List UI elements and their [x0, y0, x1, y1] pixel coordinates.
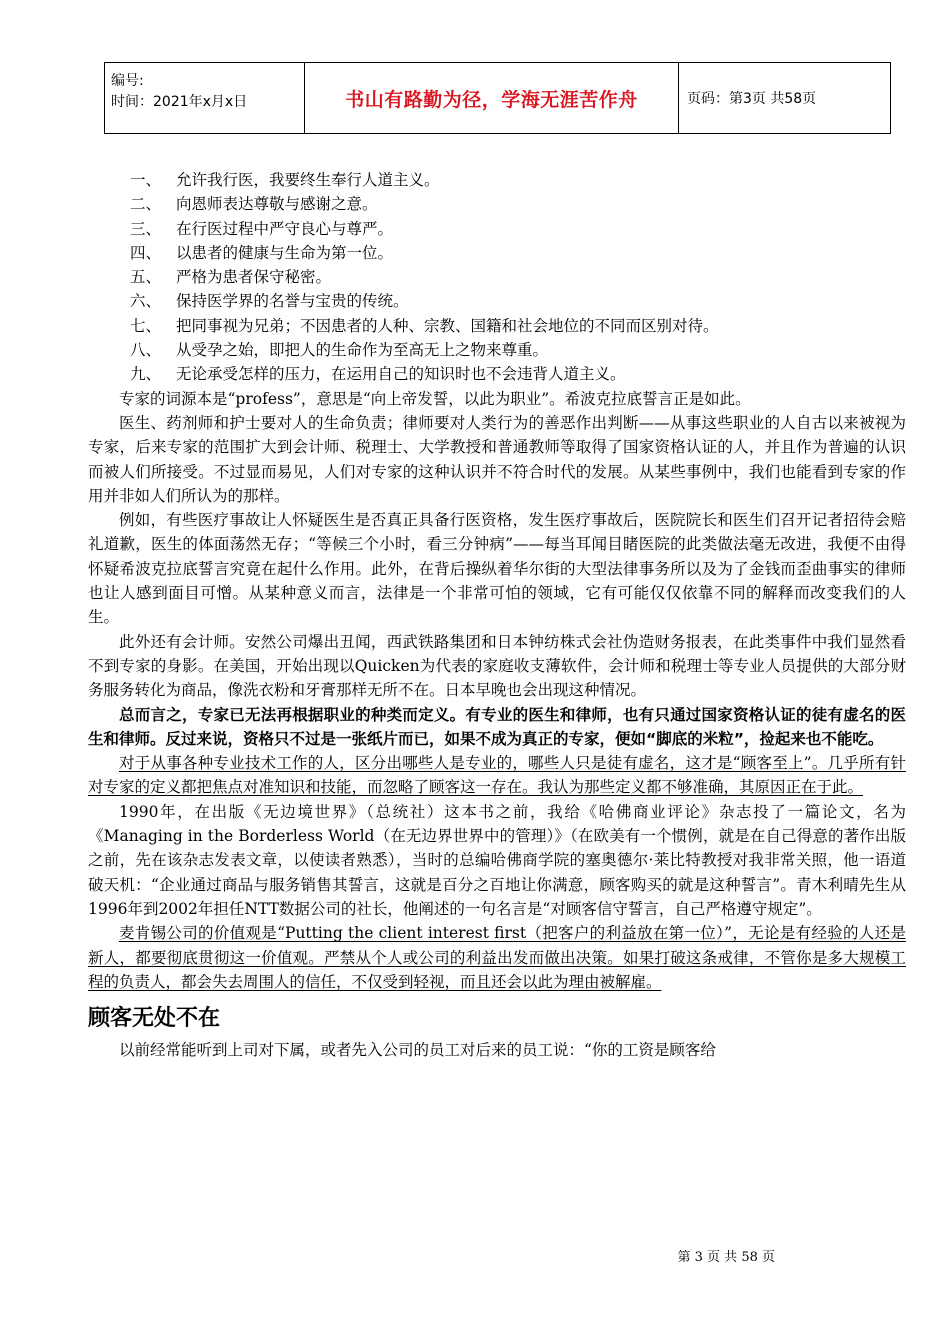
paragraph-hbr-article: 1990年，在出版《无边境世界》（总统社）这本书之前，我给《哈佛商业评论》杂志投了一篇论文，名为《Managing in the Borderless World（在无边界世界中的管理）》（在欧美有一个惯例，就是在自己得意的著作出版之前，先在该杂志发表文章，以使读者熟悉），当时的总编哈佛商学院的塞奥德尔·莱比特教授对我非常关照，他一语道破天机：“企业通过商品与服务销售其誓言，这就是百分之百地让你满意，顾客购买的就是这种誓言”。青木利晴先生从1996年到2002年担任NTT数据公司的社长，他阐述的一句名言是“对顾客信守誓言，自己严格遵守规定”。 — [88, 802, 906, 918]
section-heading: 顾客无处不在 — [88, 1006, 221, 1032]
oath-item-number: 一、 — [130, 171, 162, 189]
underlined-text: 麦肯锡公司的价值观是“Putting the client interest first（把客户的利益放在第一位）”，无论是有经验的人还是新人，都要彻底贯彻这一价值观。严禁从个人或公司的利益出发而做出决策。如果打破这条戒律，不管你是多大规模工程的负责人，都会失去周围人的信任，不仅受到轻视，而且还会以此为理由被解雇。 — [88, 924, 906, 991]
oath-item — [88, 314, 906, 338]
oath-item-number: 六、 — [130, 292, 162, 311]
paragraph-accountants: 此外还有会计师。安然公司爆出丑闻，西武铁路集团和日本钟纺株式会社伪造财务报表，在此类事件中我们显然看不到专家的身影。在美国，开始出现以Quicken为代表的家庭收支薄软件，会计师和税理士等专业人员提供的大部分财务服务转化为商品，像洗衣粉和牙膏那样无所不在。日本早晚也会出现这种情况。 — [88, 632, 906, 700]
oath-item-text: 向恩师表达尊敬与感谢之意。 — [176, 195, 378, 214]
page-header — [104, 62, 891, 134]
document-body — [88, 168, 906, 1062]
oath-item — [88, 241, 906, 265]
oath-item-number: 三、 — [130, 219, 162, 238]
oath-item — [88, 265, 906, 289]
oath-item — [88, 217, 906, 241]
oath-item-number: 八、 — [130, 341, 162, 360]
paragraph-summary-bold: 总而言之，专家已无法再根据职业的种类而定义。有专业的医生和律师，也有只通过国家资格认证的徒有虚名的医生和律师。反过来说，资格只不过是一张纸片而已，如果不成为真正的专家，便如“脚底的米粒”，捡起来也不能吃。 — [88, 705, 906, 748]
oath-item-text: 保持医学界的名誉与宝贵的传统。 — [176, 292, 409, 311]
underlined-text: 对于从事各种专业技术工作的人，区分出哪些人是专业的，哪些人只是徒有虚名，这才是“顾客至上”。几乎所有针对专家的定义都把焦点对准知识和技能，而忽略了顾客这一存在。我认为那些定义都不够准确，其原因正在于此。 — [88, 754, 906, 797]
header-meta-cell — [105, 63, 305, 133]
paragraph-mckinsey-values — [88, 921, 906, 994]
page-footer: 第 3 页 共 58 页 — [677, 1250, 775, 1265]
oath-item-number: 四、 — [130, 243, 162, 262]
oath-item-text: 从受孕之始，即把人的生命作为至高无上之物来尊重。 — [176, 341, 549, 360]
oath-item-text: 无论承受怎样的压力，在运用自己的知识时也不会违背人道主义。 — [176, 365, 626, 384]
oath-item-text: 允许我行医，我要终生奉行人道主义。 — [176, 171, 440, 189]
oath-item — [88, 362, 906, 386]
header-page-label: 页码：第3页 共58页 — [687, 91, 817, 107]
oath-item-text: 把同事视为兄弟；不因患者的人种、宗教、国籍和社会地位的不同而区别对待。 — [176, 316, 719, 335]
paragraph-salary: 以前经常能听到上司对下属，或者先入公司的员工对后来的员工说：“你的工资是顾客给 — [119, 1041, 716, 1060]
paragraph-customer-first — [88, 751, 906, 800]
oath-item — [88, 289, 906, 313]
oath-item-text: 在行医过程中严守良心与尊严。 — [176, 219, 394, 238]
oath-item — [88, 338, 906, 362]
paragraph-professions: 医生、药剂师和护士要对人的生命负责；律师要对人类行为的善恶作出判断——从事这些职业的人自古以来被视为专家，后来专家的范围扩大到会计师、税理士、大学教授和普通教师等取得了国家资格认证的人，并且作为普遍的认识而被人们所接受。不过显而易见，人们对专家的这种认识并不符合时代的发展。从某些事例中，我们也能看到专家的作用并非如人们所认为的那样。 — [88, 413, 906, 505]
paragraph-profess: 专家的词源本是“profess”，意思是“向上帝发誓，以此为职业”。希波克拉底誓言正是如此。 — [119, 389, 751, 408]
oath-item-number: 七、 — [130, 316, 162, 335]
oath-item-number: 二、 — [130, 195, 162, 214]
oath-item — [88, 168, 906, 192]
oath-item-text: 以患者的健康与生命为第一位。 — [176, 243, 394, 262]
header-motto: 书山有路勤为径，学海无涯苦作舟 — [305, 63, 679, 133]
oath-item-text: 严格为患者保守秘密。 — [176, 268, 332, 287]
oath-item-number: 九、 — [130, 365, 162, 384]
paragraph-medical-incidents: 例如，有些医疗事故让人怀疑医生是否真正具备行医资格，发生医疗事故后，医院院长和医生们召开记者招待会赔礼道歉，医生的体面荡然无存；“等候三个小时，看三分钟病”——每当耳闻目睹医院的此类做法毫无改进，我便不由得怀疑希波克拉底誓言究竟在起什么作用。此外，在背后操纵着华尔街的大型法律事务所以及为了金钱而歪曲事实的律师也让人感到面目可憎。从某种意义而言，法律是一个非常可怕的领域，它有可能仅仅依靠不同的解释而改变我们的人生。 — [88, 511, 906, 627]
header-time-label: 时间：2021年x月x日 — [111, 94, 248, 110]
header-number-label: 编号: — [111, 73, 144, 89]
oath-item-number: 五、 — [130, 268, 162, 287]
oath-item — [88, 192, 906, 216]
